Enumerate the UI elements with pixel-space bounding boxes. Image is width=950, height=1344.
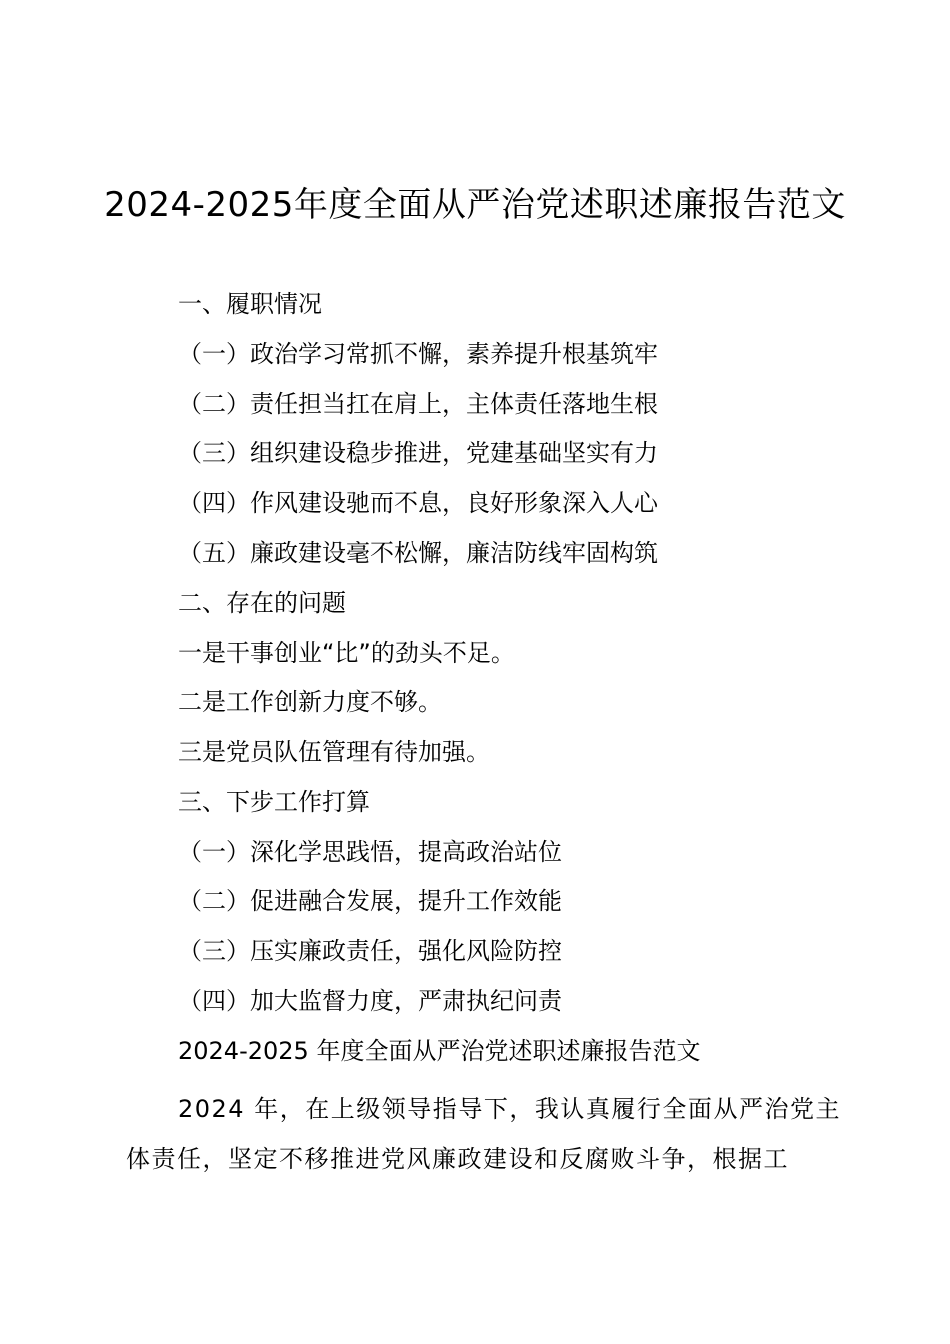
repeat-title: 2024-2025 年度全面从严治党述职述廉报告范文 [178, 1037, 701, 1065]
outline-item-3-4: （四）加大监督力度，严肃执纪问责 [178, 987, 562, 1015]
outline-item-1-3: （三）组织建设稳步推进，党建基础坚实有力 [178, 439, 658, 467]
outline-item-1-1: （一）政治学习常抓不懈，素养提升根基筑牢 [178, 340, 658, 368]
problem-item-2: 二是工作创新力度不够。 [178, 688, 442, 716]
problem-item-1: 一是干事创业“比”的劲头不足。 [178, 639, 515, 667]
outline-item-3-1: （一）深化学思践悟，提高政治站位 [178, 838, 562, 866]
outline-item-3-3: （三）压实廉政责任，强化风险防控 [178, 937, 562, 965]
document-title: 2024-2025年度全面从严治党述职述廉报告范文 [104, 185, 846, 225]
outline-item-3-2: （二）促进融合发展，提升工作效能 [178, 887, 562, 915]
body-paragraph: 2024 年，在上级领导指导下，我认真履行全面从严治党主体责任，坚定不移推进党风廉政建设和反腐败斗争，根据工 [126, 1095, 841, 1173]
section-heading-3: 三、下步工作打算 [178, 788, 370, 816]
outline-item-1-5: （五）廉政建设毫不松懈，廉洁防线牢固构筑 [178, 539, 658, 567]
section-heading-2: 二、存在的问题 [178, 589, 346, 617]
outline-item-1-2: （二）责任担当扛在肩上，主体责任落地生根 [178, 390, 658, 418]
section-heading-1: 一、履职情况 [178, 290, 322, 318]
problem-item-3: 三是党员队伍管理有待加强。 [178, 738, 490, 766]
outline-item-1-4: （四）作风建设驰而不息，良好形象深入人心 [178, 489, 658, 517]
